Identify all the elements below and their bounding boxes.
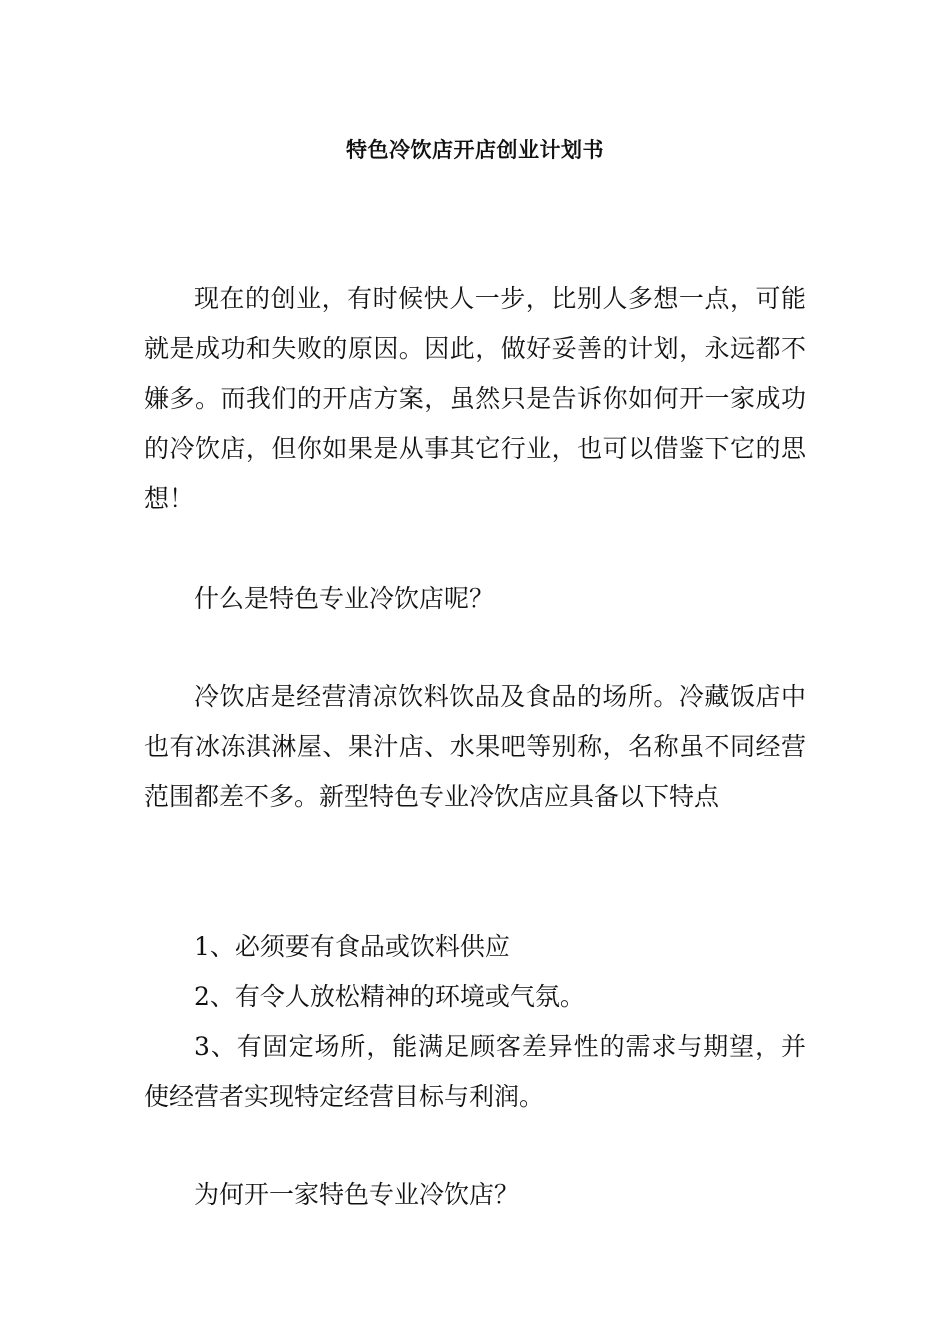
question-heading-2: 为何开一家特色专业冷饮店？ <box>194 1180 520 1209</box>
feature-item-2: 2、有令人放松精神的环境或气氛。 <box>194 982 585 1011</box>
question-heading-1: 什么是特色专业冷饮店呢？ <box>194 584 495 613</box>
definition-paragraph: 冷饮店是经营清凉饮料饮品及食品的场所。冷藏饭店中也有冰冻淇淋屋、果汁店、水果吧等别称，名称虽不同经营范围都差不多。新型特色专业冷饮店应具备以下特点 <box>144 682 806 811</box>
document-title: 特色冷饮店开店创业计划书 <box>346 138 604 162</box>
feature-item-1: 1、必须要有食品或饮料供应 <box>194 932 510 961</box>
intro-paragraph: 现在的创业，有时候快人一步，比别人多想一点，可能就是成功和失败的原因。因此，做好妥善的计划，永远都不嫌多。而我们的开店方案，虽然只是告诉你如何开一家成功的冷饮店，但你如果是从事其它行业，也可以借鉴下它的思想！ <box>144 284 806 513</box>
feature-item-3: 3、有固定场所，能满足顾客差异性的需求与期望，并使经营者实现特定经营目标与利润。 <box>144 1032 806 1111</box>
